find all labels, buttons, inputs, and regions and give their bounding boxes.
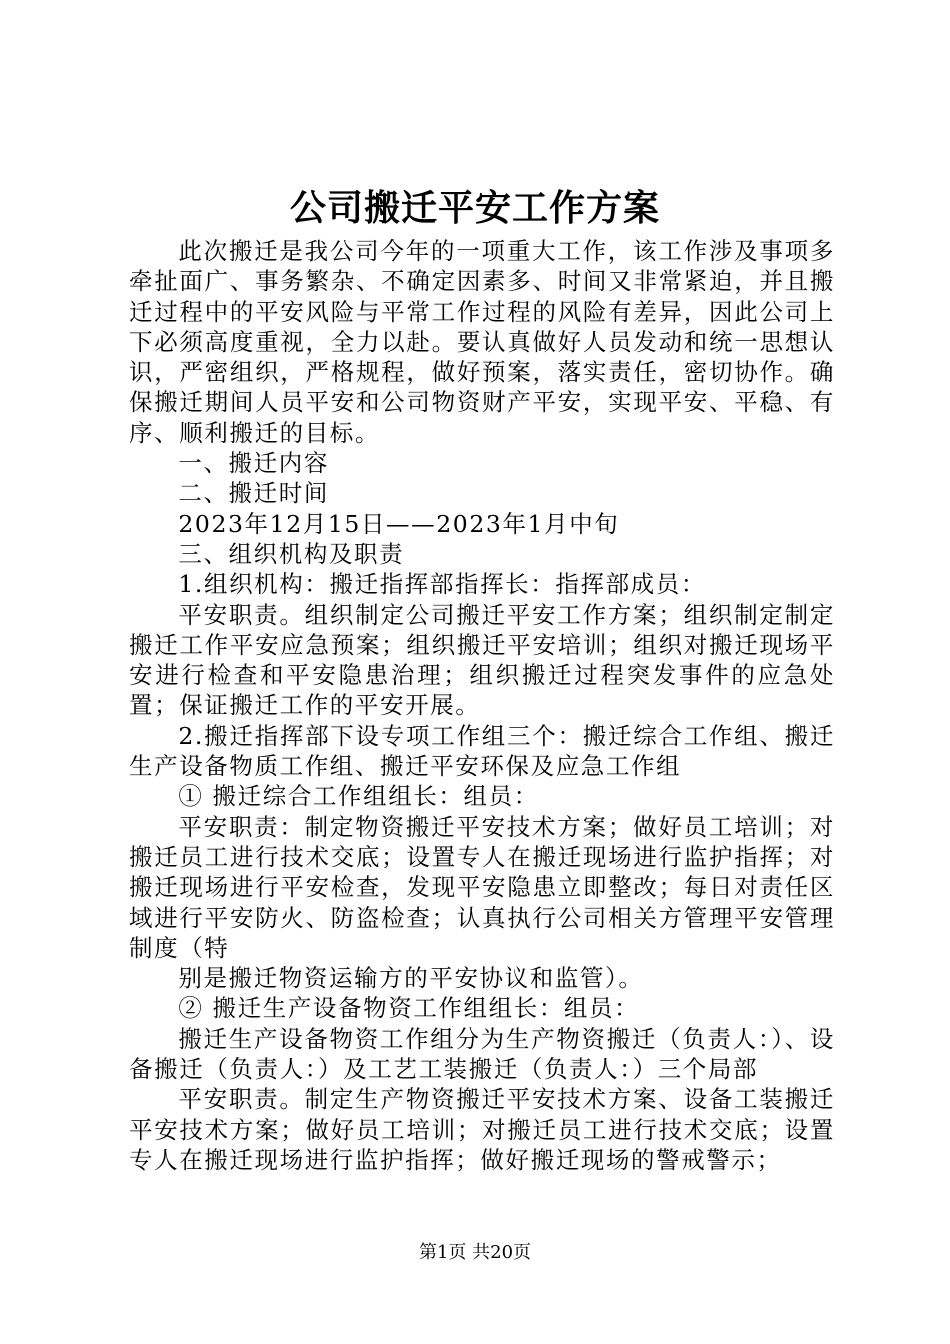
paragraph-general-group-duties: 平安职责：制定物资搬迁平安技术方案；做好员工培训；对搬迁员工进行技术交底；设置专人在搬迁现场进行监护指挥；对搬迁现场进行平安检查，发现平安隐患立即整改；每日对责任区域进行平安防火、防盗检查；认真执行公司相关方管理平安管理制度（特 xyxy=(129,812,835,962)
paragraph-general-group-duties-cont: 别是搬迁物资运输方的平安协议和监管）。 xyxy=(178,964,644,993)
document-title: 公司搬迁平安工作方案 xyxy=(289,187,660,229)
heading-relocation-content: 一、搬迁内容 xyxy=(178,449,329,478)
page-footer: 第1页 共20页 xyxy=(418,1242,532,1263)
paragraph-equipment-group-parts: 搬迁生产设备物资工作组分为生产物资搬迁（负责人：）、设备搬迁（负责人：）及工艺工装搬迁（负责人：）三个局部 xyxy=(129,1024,835,1084)
paragraph-organization-structure: 1.组织机构：搬迁指挥部指挥长：指挥部成员： xyxy=(178,570,706,599)
paragraph-working-groups: 2.搬迁指挥部下设专项工作组三个：搬迁综合工作组、搬迁生产设备物质工作组、搬迁平安环保及应急工作组 xyxy=(129,721,835,781)
paragraph-relocation-dates: 2023年12月15日——2023年1月中旬 xyxy=(178,509,620,538)
paragraph-equipment-group-duties: 平安职责。制定生产物资搬迁平安技术方案、设备工装搬迁平安技术方案；做好员工培训；对搬迁员工进行技术交底；设置专人在搬迁现场进行监护指挥；做好搬迁现场的警戒警示； xyxy=(129,1085,835,1174)
heading-organization: 三、组织机构及职责 xyxy=(178,539,405,568)
paragraph-intro: 此次搬迁是我公司今年的一项重大工作，该工作涉及事项多牵扯面广、事务繁杂、不确定因素多、时间又非常紧迫，并且搬迁过程中的平安风险与平常工作过程的风险有差异，因此公司上下必须高度重视，全力以赴。要认真做好人员发动和统一思想认识，严密组织，严格规程，做好预案，落实责任，密切协作。确保搬迁期间人员平安和公司物资财产平安，实现平安、平稳、有序、顺利搬迁的目标。 xyxy=(129,237,835,447)
paragraph-command-duties: 平安职责。组织制定公司搬迁平安工作方案；组织制定制定搬迁工作平安应急预案；组织搬迁平安培训；组织对搬迁现场平安进行检查和平安隐患治理；组织搬迁过程突发事件的应急处置；保证搬迁工作的平安开展。 xyxy=(129,600,835,720)
document-body xyxy=(129,236,835,1175)
heading-relocation-time: 二、搬迁时间 xyxy=(178,479,329,508)
paragraph-general-group: ① 搬迁综合工作组组长：组员： xyxy=(178,782,539,811)
paragraph-equipment-group: ② 搬迁生产设备物资工作组组长：组员： xyxy=(178,994,640,1023)
